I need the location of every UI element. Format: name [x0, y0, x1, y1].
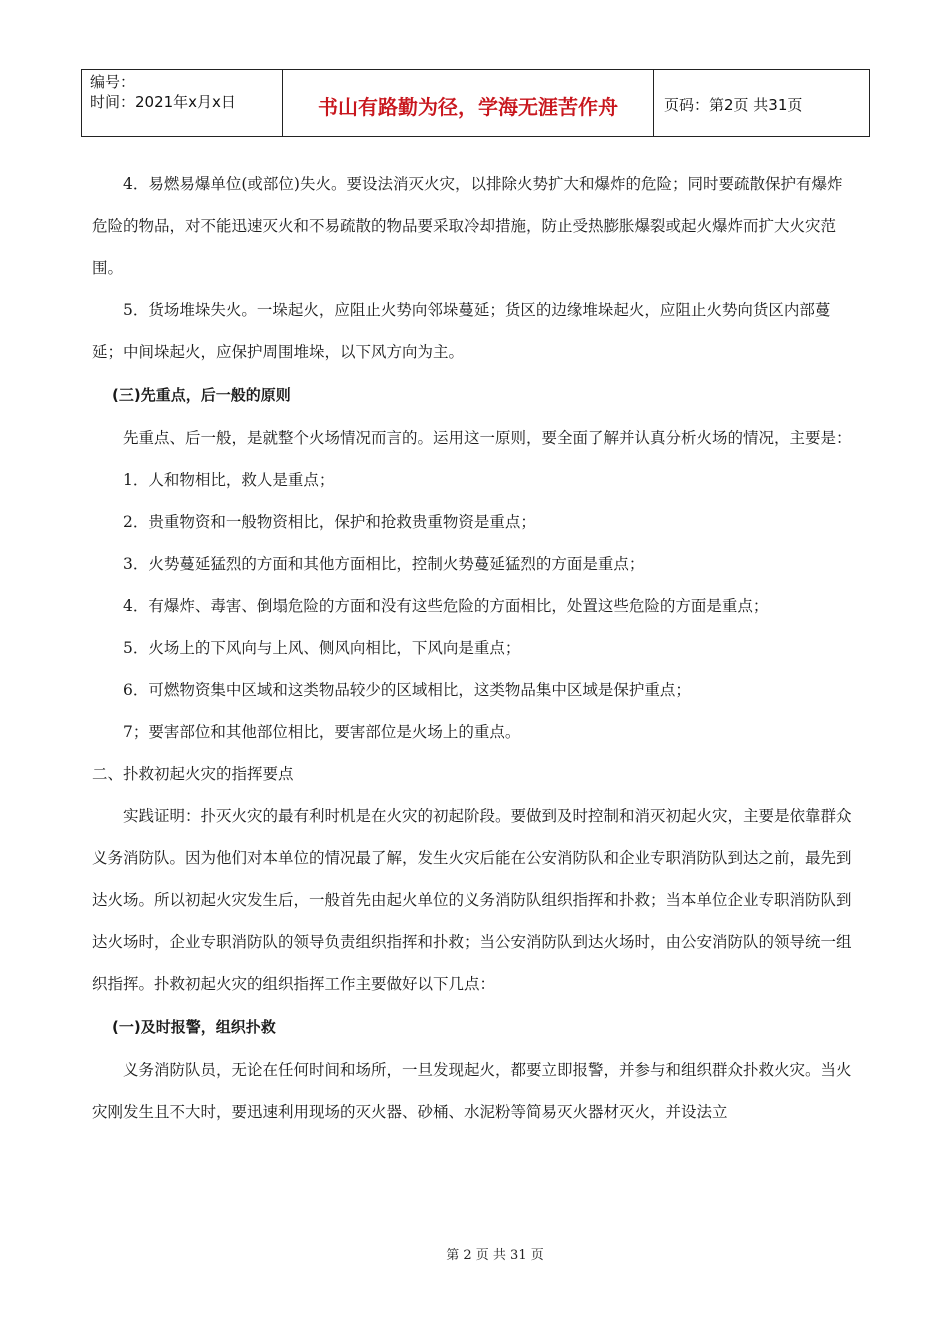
- list-item: 3．火势蔓延猛烈的方面和其他方面相比，控制火势蔓延猛烈的方面是重点；: [123, 555, 645, 573]
- list-item: 7；要害部位和其他部位相比，要害部位是火场上的重点。: [123, 723, 521, 741]
- header-left-cell: [82, 70, 283, 136]
- page-footer: 第 2 页 共 31 页: [446, 1248, 544, 1263]
- paragraph: 实践证明：扑灭火灾的最有利时机是在火灾的初起阶段。要做到及时控制和消灭初起火灾，主要是依靠群众义务消防队。因为他们对本单位的情况最了解，发生火灾后能在公安消防队和企业专职消防队到达之前，最先到达火场。所以初起火灾发生后，一般首先由起火单位的义务消防队组织指挥和扑救；当本单位企业专职消防队到达火场时，企业专职消防队的领导负责组织指挥和扑救；当公安消防队到达火场时，由公安消防队的领导统一组织指挥。扑救初起火灾的组织指挥工作主要做好以下几点：: [92, 807, 852, 993]
- paragraph: 4．易燃易爆单位(或部位)失火。要设法消灭火灾，以排除火势扩大和爆炸的危险；同时要疏散保护有爆炸危险的物品，对不能迅速灭火和不易疏散的物品要采取冷却措施，防止受热膨胀爆裂或起火爆炸而扩大火灾范围。: [92, 175, 843, 277]
- page-info: 页码：第2页 共31页: [664, 95, 803, 114]
- list-item: 1．人和物相比，救人是重点；: [123, 471, 335, 489]
- serial-label: 编号：: [90, 73, 136, 91]
- paragraph: 义务消防队员，无论在任何时间和场所，一旦发现起火，都要立即报警，并参与和组织群众扑救火灾。当火灾刚发生且不大时，要迅速利用现场的灭火器、砂桶、水泥粉等简易灭火器材灭火，并设法立: [92, 1061, 852, 1121]
- list-item: 2．贵重物资和一般物资相比，保护和抢救贵重物资是重点；: [123, 513, 536, 531]
- list-item: 5．火场上的下风向与上风、侧风向相比，下风向是重点；: [123, 639, 521, 657]
- date-label: 时间：2021年x月x日: [90, 93, 236, 111]
- section-heading: (一)及时报警，组织扑救: [112, 1018, 276, 1036]
- document-body: [92, 163, 857, 1133]
- list-item: 4．有爆炸、毒害、倒塌危险的方面和没有这些危险的方面相比，处置这些危险的方面是重点；: [123, 597, 769, 615]
- section-heading: (三)先重点，后一般的原则: [112, 386, 291, 404]
- chapter-heading: 二、扑救初起火灾的指挥要点: [92, 765, 294, 783]
- list-item: 6．可燃物资集中区域和这类物品较少的区域相比，这类物品集中区域是保护重点；: [123, 681, 691, 699]
- paragraph: 5．货场堆垛失火。一垛起火，应阻止火势向邻垛蔓延；货区的边缘堆垛起火，应阻止火势向货区内部蔓延；中间垛起火，应保护周围堆垛，以下风方向为主。: [92, 301, 831, 361]
- header-table: [81, 69, 870, 137]
- motto: 书山有路勤为径，学海无涯苦作舟: [283, 70, 654, 136]
- paragraph: 先重点、后一般，是就整个火场情况而言的。运用这一原则，要全面了解并认真分析火场的情况，主要是：: [123, 429, 852, 447]
